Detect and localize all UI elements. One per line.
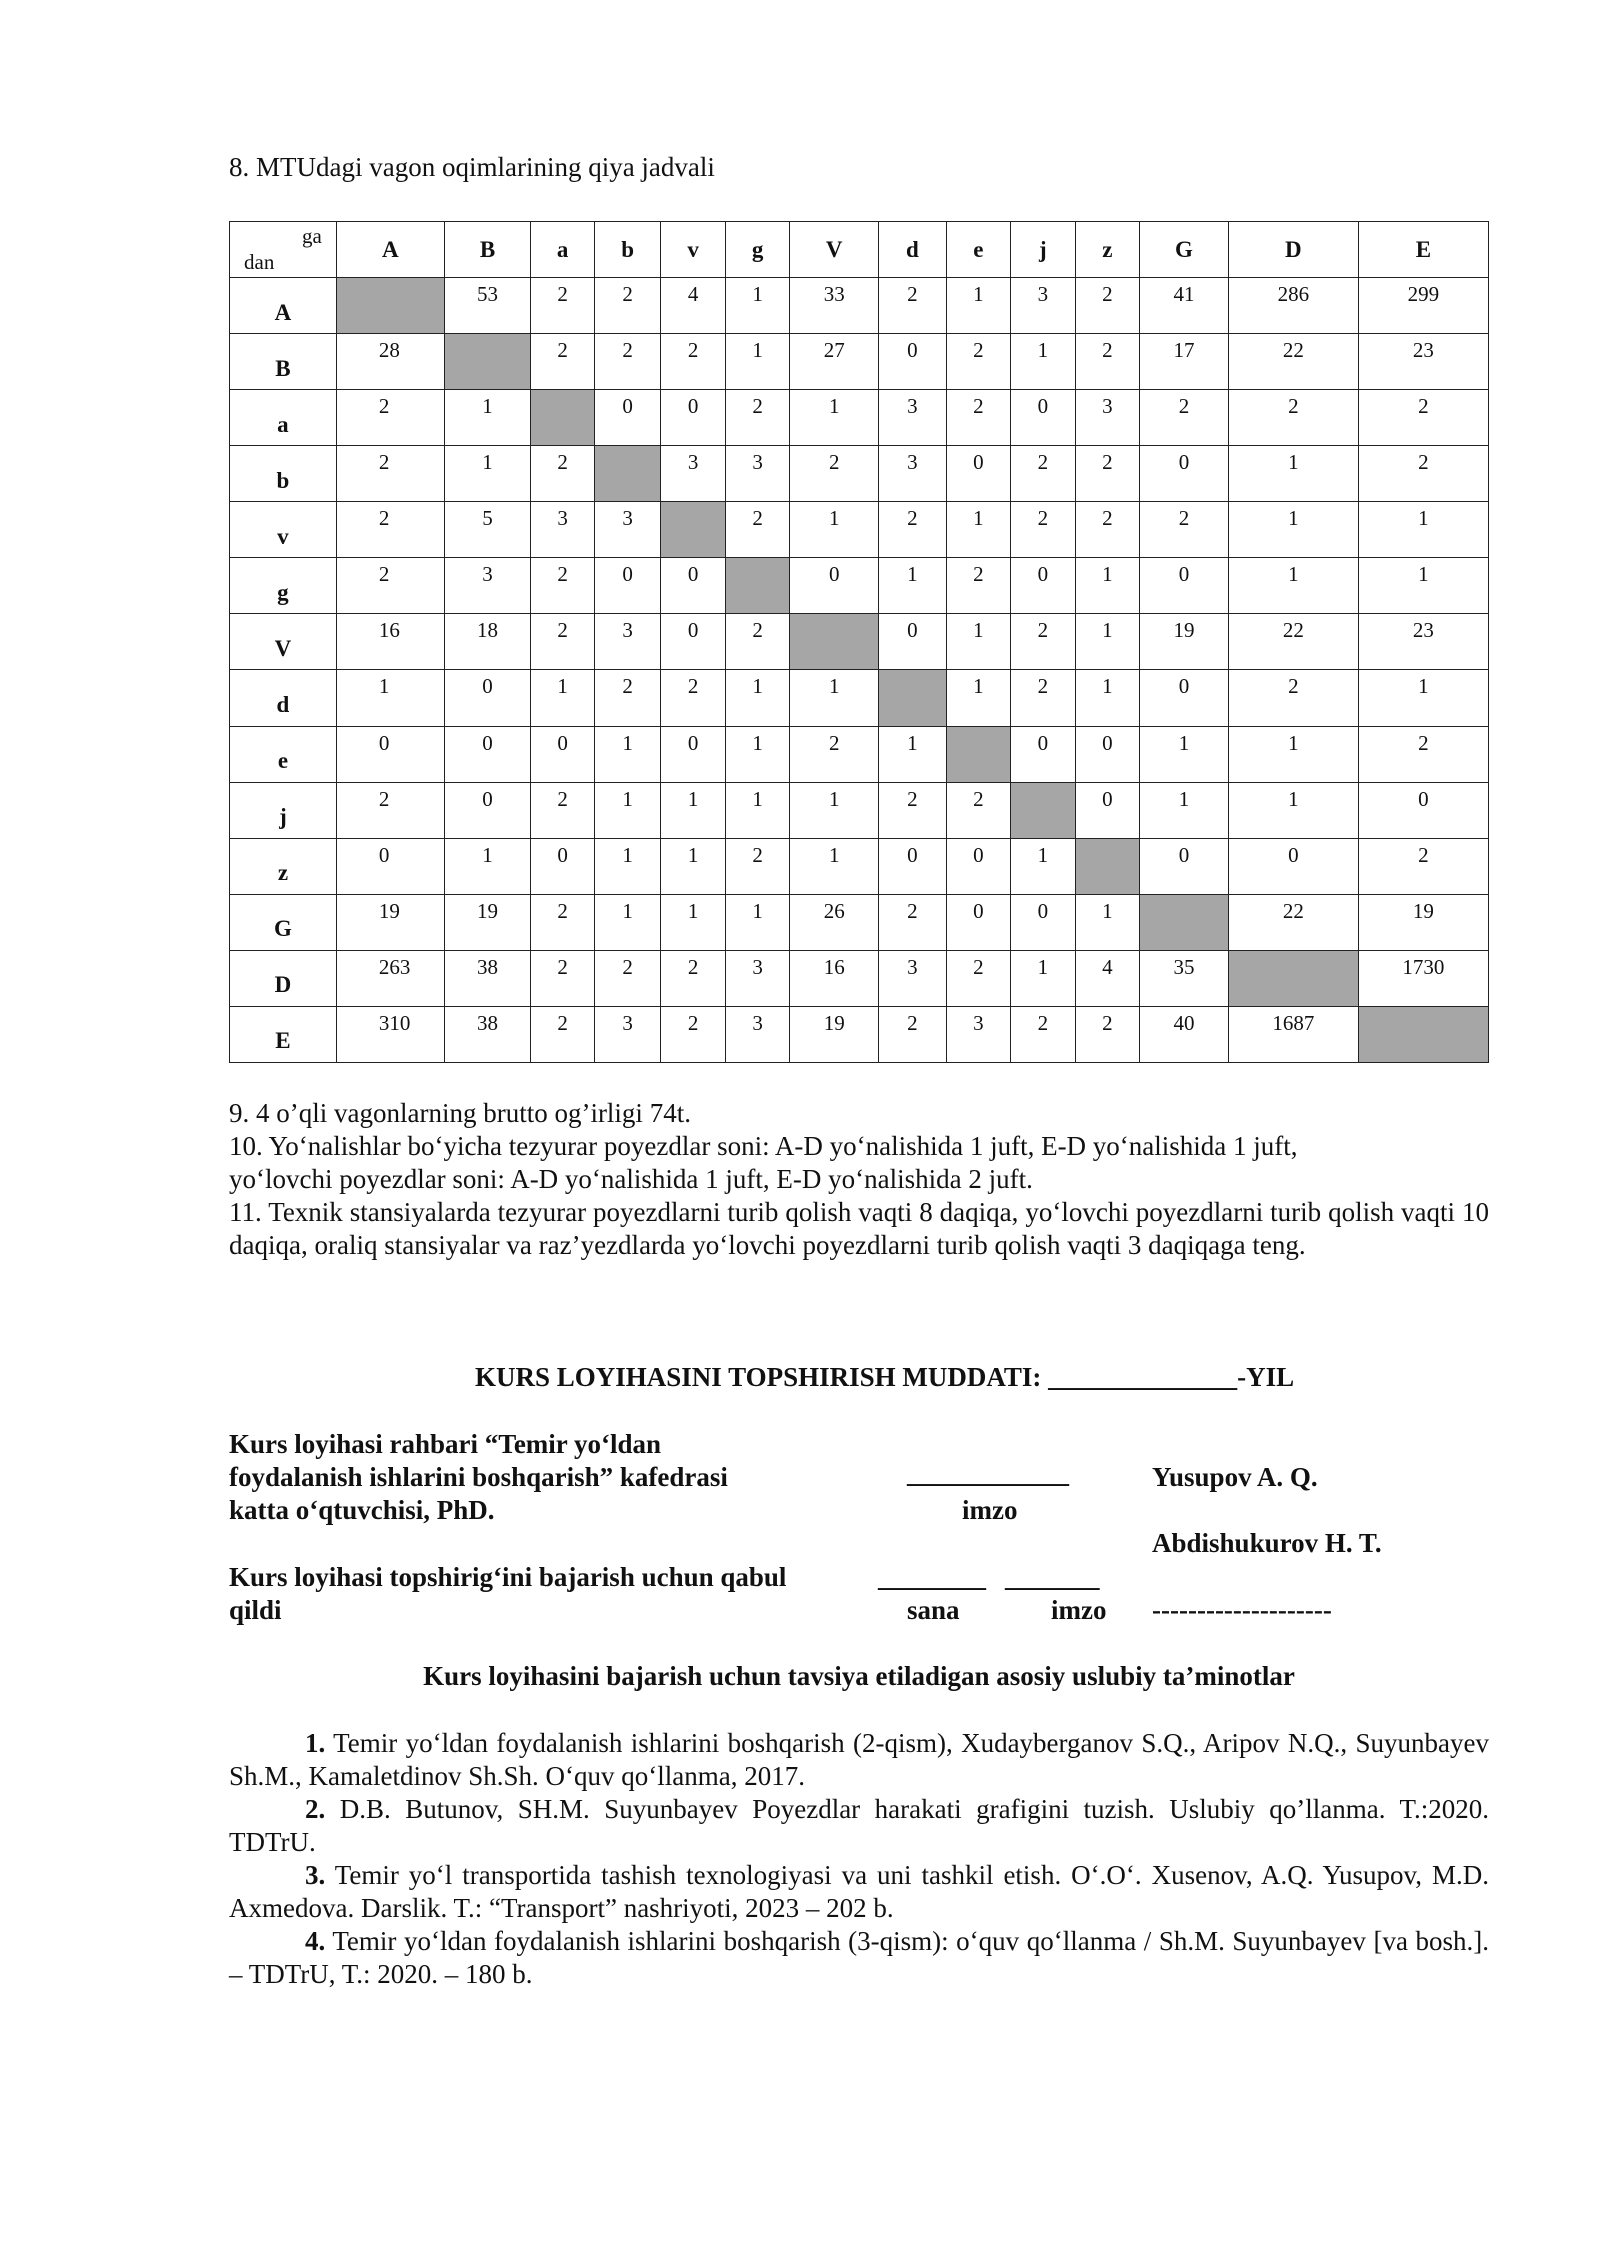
table-cell: 1 [444, 390, 531, 446]
table-cell: 19 [1140, 614, 1229, 670]
table-cell: 2 [1011, 614, 1076, 670]
table-cell: 16 [790, 950, 879, 1006]
table-cell: 2 [531, 782, 595, 838]
table-cell: 0 [946, 446, 1011, 502]
table-cell: 1 [1075, 614, 1140, 670]
row-header: g [230, 558, 337, 614]
table-cell: 2 [336, 782, 444, 838]
table-cell: 0 [946, 894, 1011, 950]
table-cell: 19 [444, 894, 531, 950]
table-cell: 1 [725, 278, 790, 334]
table-cell: 1 [1011, 334, 1076, 390]
table-cell: 5 [444, 502, 531, 558]
table-corner-cell [230, 222, 337, 278]
table-cell: 2 [1228, 390, 1358, 446]
table-cell: 2 [336, 446, 444, 502]
reference-number: 1. [305, 1728, 326, 1758]
diagonal-cell [1358, 1006, 1488, 1062]
table-cell: 2 [594, 278, 661, 334]
table-cell: 2 [531, 950, 595, 1006]
table-cell: 1 [790, 670, 879, 726]
table-cell: 2 [879, 1006, 947, 1062]
item-10-line-2: yo‘lovchi poyezdlar soni: A-D yo‘nalishida 1 juft, E-D yo‘nalishida 2 juft. [229, 1164, 1033, 1194]
table-cell: 2 [1011, 502, 1076, 558]
table-cell: 1 [946, 614, 1011, 670]
table-cell: 3 [879, 950, 947, 1006]
supervisor-signature-blank: ____________ [907, 1458, 1069, 1488]
table-cell: 1 [1228, 446, 1358, 502]
row-header: z [230, 838, 337, 894]
table-cell: 38 [444, 1006, 531, 1062]
table-cell: 1 [1358, 502, 1488, 558]
second-name: Abdishukurov H. T. [1152, 1528, 1382, 1558]
table-cell: 19 [790, 1006, 879, 1062]
table-cell: 27 [790, 334, 879, 390]
diagonal-cell [1140, 894, 1229, 950]
row-header: v [230, 502, 337, 558]
date-blank: ________ [878, 1562, 986, 1592]
table-cell: 0 [1140, 670, 1229, 726]
table-row [230, 670, 1489, 726]
table-cell: 3 [946, 1006, 1011, 1062]
item-10-line-1: 10. Yo‘nalishlar bo‘yicha tezyurar poyezdlar soni: A-D yo‘nalishida 1 juft, E-D yo‘nalishida 1 juft, [229, 1131, 1298, 1161]
table-cell: 2 [661, 670, 726, 726]
corner-to-label: ga [302, 224, 322, 248]
reference-item [229, 1859, 1489, 1925]
table-cell: 1 [725, 670, 790, 726]
table-cell: 1 [594, 838, 661, 894]
table-cell: 1 [1075, 558, 1140, 614]
table-cell: 1 [725, 726, 790, 782]
table-cell: 2 [790, 726, 879, 782]
diagonal-cell [879, 670, 947, 726]
reference-number: 2. [305, 1794, 326, 1824]
table-cell: 2 [1358, 838, 1488, 894]
table-cell: 2 [594, 334, 661, 390]
table-cell: 299 [1358, 278, 1488, 334]
table-cell: 2 [1011, 446, 1076, 502]
table-cell: 4 [1075, 950, 1140, 1006]
table-cell: 2 [1075, 334, 1140, 390]
column-header-6: V [790, 222, 879, 278]
table-cell: 2 [725, 502, 790, 558]
table-cell: 0 [1140, 558, 1229, 614]
table-cell: 2 [1358, 390, 1488, 446]
table-cell: 1 [725, 334, 790, 390]
table-cell: 1 [790, 390, 879, 446]
table-cell: 0 [336, 838, 444, 894]
diagonal-cell [531, 390, 595, 446]
table-cell: 1 [1228, 782, 1358, 838]
diagonal-cell [336, 278, 444, 334]
table-row [230, 446, 1489, 502]
signature-dashes: -------------------- [1152, 1595, 1332, 1625]
reference-text: Temir yo‘ldan foydalanish ishlarini boshqarish (2-qism), Xudayberganov S.Q., Aripov N.Q., Suyunbayev Sh.M., Kamaletdinov Sh.Sh. O‘quv qo‘llanma, 2017. [229, 1728, 1489, 1791]
table-cell: 1 [594, 726, 661, 782]
row-header: a [230, 390, 337, 446]
table-cell: 2 [879, 894, 947, 950]
column-header-1: B [444, 222, 531, 278]
row-header: B [230, 334, 337, 390]
table-cell: 1 [661, 838, 726, 894]
row-header: V [230, 614, 337, 670]
table-cell: 3 [661, 446, 726, 502]
table-cell: 1 [444, 838, 531, 894]
table-cell: 2 [336, 390, 444, 446]
table-cell: 0 [1075, 782, 1140, 838]
table-cell: 2 [946, 950, 1011, 1006]
table-cell: 0 [336, 726, 444, 782]
table-cell: 2 [531, 558, 595, 614]
table-cell: 3 [725, 446, 790, 502]
diagonal-cell [1228, 950, 1358, 1006]
table-cell: 1 [1358, 670, 1488, 726]
table-cell: 2 [946, 782, 1011, 838]
column-header-11: G [1140, 222, 1229, 278]
table-cell: 0 [444, 670, 531, 726]
table-cell: 22 [1228, 894, 1358, 950]
table-cell: 2 [531, 446, 595, 502]
column-header-9: j [1011, 222, 1076, 278]
table-cell: 2 [879, 278, 947, 334]
table-cell: 0 [879, 838, 947, 894]
table-row [230, 726, 1489, 782]
table-cell: 0 [661, 726, 726, 782]
table-cell: 3 [725, 950, 790, 1006]
table-cell: 0 [946, 838, 1011, 894]
table-cell: 0 [444, 782, 531, 838]
table-cell: 1 [1228, 558, 1358, 614]
supervisor-title-3: katta o‘qtuvchisi, PhD. [229, 1495, 495, 1525]
diagonal-cell [1011, 782, 1076, 838]
table-cell: 0 [661, 390, 726, 446]
table-cell: 1 [1228, 502, 1358, 558]
column-header-12: D [1228, 222, 1358, 278]
table-cell: 2 [879, 782, 947, 838]
table-cell: 23 [1358, 334, 1488, 390]
table-cell: 3 [444, 558, 531, 614]
row-header: A [230, 278, 337, 334]
table-cell: 1 [444, 446, 531, 502]
table-cell: 1 [946, 278, 1011, 334]
references-title: Kurs loyihasini bajarish uchun tavsiya etiladigan asosiy uslubiy ta’minotlar [423, 1661, 1295, 1691]
table-cell: 310 [336, 1006, 444, 1062]
sign-label: imzo [1051, 1595, 1107, 1625]
table-cell: 1 [1358, 558, 1488, 614]
table-row [230, 278, 1489, 334]
table-cell: 2 [946, 558, 1011, 614]
table-cell: 2 [1075, 1006, 1140, 1062]
table-cell: 33 [790, 278, 879, 334]
row-header: e [230, 726, 337, 782]
table-cell: 1 [879, 558, 947, 614]
references-list [229, 1727, 1489, 1991]
table-cell: 1 [1075, 894, 1140, 950]
table-cell: 2 [336, 558, 444, 614]
reference-number: 3. [305, 1860, 326, 1890]
date-label: sana [907, 1595, 960, 1625]
accepted-line-1: Kurs loyihasi topshirig‘ini bajarish uchun qabul [229, 1562, 787, 1592]
table-cell: 3 [1075, 390, 1140, 446]
deadline-suffix: -YIL [1237, 1362, 1295, 1392]
table-cell: 2 [1075, 278, 1140, 334]
table-cell: 1 [946, 502, 1011, 558]
column-header-5: g [725, 222, 790, 278]
table-cell: 1 [594, 894, 661, 950]
row-header: D [230, 950, 337, 1006]
table-cell: 2 [531, 334, 595, 390]
row-header: d [230, 670, 337, 726]
table-cell: 2 [1358, 446, 1488, 502]
table-cell: 3 [879, 390, 947, 446]
corner-from-label: dan [244, 250, 275, 274]
table-cell: 2 [725, 838, 790, 894]
diagonal-cell [946, 726, 1011, 782]
table-cell: 2 [1228, 670, 1358, 726]
reference-text: D.B. Butunov, SH.M. Suyunbayev Poyezdlar harakati grafigini tuzish. Uslubiy qo’llanma. T.:2020. TDTrU. [229, 1794, 1489, 1857]
table-cell: 1 [1075, 670, 1140, 726]
table-cell: 1 [594, 782, 661, 838]
table-cell: 2 [725, 390, 790, 446]
reference-item [229, 1793, 1489, 1859]
table-cell: 2 [531, 278, 595, 334]
table-cell: 19 [1358, 894, 1488, 950]
supervisor-title-2: foydalanish ishlarini boshqarish” kafedrasi [229, 1462, 728, 1492]
table-cell: 2 [790, 446, 879, 502]
table-row [230, 1006, 1489, 1062]
column-header-7: d [879, 222, 947, 278]
table-cell: 1 [1228, 726, 1358, 782]
row-header: b [230, 446, 337, 502]
deadline-label: KURS LOYIHASINI TOPSHIRISH MUDDATI: [475, 1362, 1049, 1392]
table-cell: 2 [661, 1006, 726, 1062]
table-cell: 1 [879, 726, 947, 782]
table-cell: 0 [444, 726, 531, 782]
table-row [230, 838, 1489, 894]
table-cell: 2 [594, 670, 661, 726]
diagonal-cell [661, 502, 726, 558]
table-cell: 2 [879, 502, 947, 558]
table-cell: 35 [1140, 950, 1229, 1006]
table-cell: 2 [531, 614, 595, 670]
table-cell: 0 [879, 614, 947, 670]
table-cell: 2 [1140, 390, 1229, 446]
supervisor-signature-label: imzo [962, 1495, 1018, 1525]
table-row [230, 782, 1489, 838]
table-row [230, 894, 1489, 950]
reference-number: 4. [305, 1926, 326, 1956]
table-cell: 4 [661, 278, 726, 334]
item-11: 11. Texnik stansiyalarda tezyurar poyezdlarni turib qolish vaqti 8 daqiqa, yo‘lovchi poyezdlarni turib qolish vaqti 10 daqiqa, oraliq stansiyalar va raz’yezdlarda yo‘lovchi poyezdlarni turib qolish vaqti 3 daqiqaga teng. [229, 1197, 1489, 1260]
table-cell: 2 [1011, 1006, 1076, 1062]
table-cell: 3 [879, 446, 947, 502]
table-cell: 19 [336, 894, 444, 950]
reference-item [229, 1925, 1489, 1991]
table-cell: 2 [1358, 726, 1488, 782]
table-cell: 3 [1011, 278, 1076, 334]
table-cell: 2 [946, 334, 1011, 390]
column-header-4: v [661, 222, 726, 278]
table-row [230, 334, 1489, 390]
table-cell: 2 [946, 390, 1011, 446]
table-cell: 1 [790, 502, 879, 558]
table-cell: 2 [531, 1006, 595, 1062]
table-cell: 1 [946, 670, 1011, 726]
table-cell: 17 [1140, 334, 1229, 390]
table-row [230, 558, 1489, 614]
row-header: j [230, 782, 337, 838]
table-cell: 0 [1011, 894, 1076, 950]
sign-blank: _______ [1005, 1562, 1100, 1592]
reference-text: Temir yo‘ldan foydalanish ishlarini boshqarish (3-qism): o‘quv qo‘llanma / Sh.M. Suyunbayev [va bosh.]. – TDTrU, T.: 2020. – 180 b. [229, 1926, 1489, 1989]
table-cell: 1 [1011, 838, 1076, 894]
table-row [230, 502, 1489, 558]
table-cell: 2 [661, 334, 726, 390]
table-cell: 0 [790, 558, 879, 614]
table-cell: 1 [531, 670, 595, 726]
table-cell: 2 [336, 502, 444, 558]
reference-item [229, 1727, 1489, 1793]
table-cell: 0 [1011, 726, 1076, 782]
table-cell: 1 [725, 782, 790, 838]
table-cell: 3 [531, 502, 595, 558]
deadline-line [475, 1361, 1294, 1394]
table-cell: 26 [790, 894, 879, 950]
table-cell: 2 [725, 614, 790, 670]
reference-text: Temir yo‘l transportida tashish texnologiyasi va uni tashkil etish. O‘.O‘. Xusenov, A.Q. Yusupov, M.D. Axmedova. Darslik. T.: “Transport” nashriyoti, 2023 – 202 b. [229, 1860, 1489, 1923]
table-cell: 0 [531, 838, 595, 894]
table-cell: 0 [594, 558, 661, 614]
table-cell: 0 [879, 334, 947, 390]
column-header-13: E [1358, 222, 1488, 278]
supervisor-title-1: Kurs loyihasi rahbari “Temir yo‘ldan [229, 1429, 662, 1459]
diagonal-cell [444, 334, 531, 390]
diagonal-cell [594, 446, 661, 502]
diagonal-cell [725, 558, 790, 614]
diagonal-cell [790, 614, 879, 670]
table-cell: 3 [725, 1006, 790, 1062]
table-cell: 53 [444, 278, 531, 334]
table-row [230, 390, 1489, 446]
table-cell: 0 [1358, 782, 1488, 838]
column-header-8: e [946, 222, 1011, 278]
table-cell: 41 [1140, 278, 1229, 334]
table-cell: 2 [531, 894, 595, 950]
table-cell: 40 [1140, 1006, 1229, 1062]
accepted-line-2: qildi [229, 1595, 282, 1625]
table-cell: 23 [1358, 614, 1488, 670]
table-cell: 0 [661, 614, 726, 670]
table-cell: 3 [594, 1006, 661, 1062]
table-heading: 8. MTUdagi vagon oqimlarining qiya jadvali [229, 152, 715, 182]
table-cell: 1 [1011, 950, 1076, 1006]
table-cell: 2 [1075, 446, 1140, 502]
table-cell: 1 [661, 894, 726, 950]
table-cell: 22 [1228, 614, 1358, 670]
table-cell: 1 [1140, 782, 1229, 838]
table-cell: 1 [725, 894, 790, 950]
table-cell: 38 [444, 950, 531, 1006]
table-cell: 2 [661, 950, 726, 1006]
column-header-2: a [531, 222, 595, 278]
table-cell: 2 [1011, 670, 1076, 726]
table-cell: 0 [531, 726, 595, 782]
table-cell: 0 [1075, 726, 1140, 782]
table-cell: 286 [1228, 278, 1358, 334]
table-row [230, 614, 1489, 670]
row-header: E [230, 1006, 337, 1062]
table-cell: 0 [1228, 838, 1358, 894]
wagon-flow-table [229, 221, 1489, 1063]
deadline-blank: ______________ [1048, 1362, 1238, 1392]
table-cell: 1 [790, 838, 879, 894]
table-cell: 1730 [1358, 950, 1488, 1006]
table-cell: 263 [336, 950, 444, 1006]
row-header: G [230, 894, 337, 950]
table-cell: 1 [661, 782, 726, 838]
diagonal-cell [1075, 838, 1140, 894]
table-cell: 16 [336, 614, 444, 670]
column-header-10: z [1075, 222, 1140, 278]
column-header-0: A [336, 222, 444, 278]
item-9: 9. 4 o’qli vagonlarning brutto og’irligi 74t. [229, 1098, 691, 1128]
table-cell: 18 [444, 614, 531, 670]
table-cell: 3 [594, 502, 661, 558]
column-header-3: b [594, 222, 661, 278]
table-cell: 2 [1075, 502, 1140, 558]
table-cell: 0 [1140, 838, 1229, 894]
table-row [230, 950, 1489, 1006]
table-cell: 1687 [1228, 1006, 1358, 1062]
table-cell: 0 [1140, 446, 1229, 502]
table-cell: 2 [1140, 502, 1229, 558]
table-cell: 2 [594, 950, 661, 1006]
table-cell: 1 [1140, 726, 1229, 782]
table-cell: 0 [594, 390, 661, 446]
table-cell: 1 [790, 782, 879, 838]
table-cell: 0 [1011, 558, 1076, 614]
table-cell: 1 [336, 670, 444, 726]
table-cell: 0 [661, 558, 726, 614]
supervisor-name: Yusupov A. Q. [1152, 1462, 1318, 1492]
table-cell: 28 [336, 334, 444, 390]
table-cell: 0 [1011, 390, 1076, 446]
table-cell: 3 [594, 614, 661, 670]
table-cell: 22 [1228, 334, 1358, 390]
